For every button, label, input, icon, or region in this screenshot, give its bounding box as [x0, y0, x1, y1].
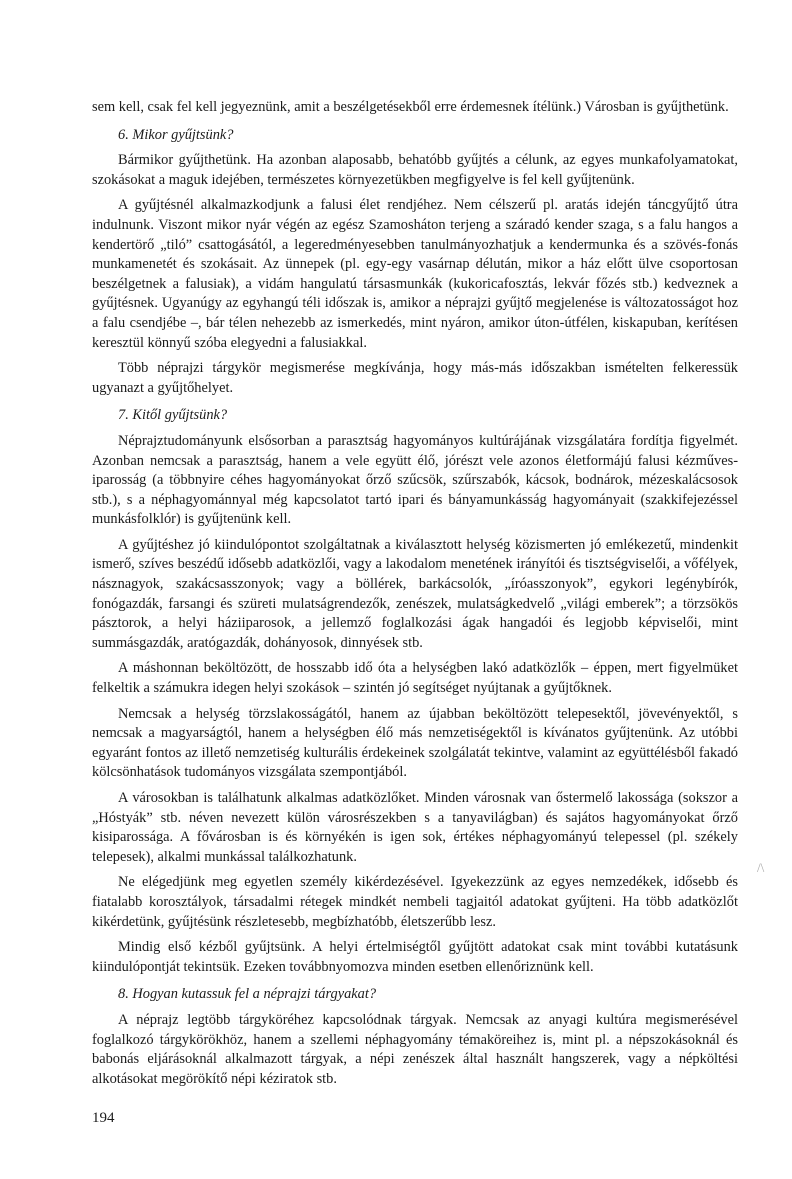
section-heading-8: 8. Hogyan kutassuk fel a néprajzi tárgyakat?: [118, 986, 377, 1003]
paragraph: A gyűjtéshez jó kiindulópontot szolgáltatnak a kiválasztott helység közismerten jó emlékezetű, mindenkit ismerő, szíves beszédű idősebb adatközlői, vagy a lakodalom menetének irányítói és tisztségviselői, a vőfélyek, násznagyok, szakácsasszonyok; vagy a böllérek, barkácsolók, „íróasszonyok”, egykori legénybírók, fonógazdák, farsangi és szüreti mulatságrendezők, zenészek, mulatságkedvelő „világi emberek”; a törzsökös pásztorok, a helyi háziiparosok, a jellemző foglalkozási ágak hangadói és legjobb képviselői, mint summásgazdák, aratógazdák, dohányosok, dinnyések stb.: [92, 536, 738, 651]
paragraph: sem kell, csak fel kell jegyeznünk, amit a beszélgetésekből erre érdemesnek ítélünk.) Városban is gyűjthetünk.: [92, 99, 729, 115]
page-number: 194: [92, 1110, 115, 1126]
paragraph: A gyűjtésnél alkalmazkodjunk a falusi élet rendjéhez. Nem célszerű pl. aratás idején táncgyűjtő útra indulnunk. Viszont mikor nyár végén az egész Szamosháton terjeng a száradó kender szaga, s a falu hangos a kendertörő „tiló” csattogásától, a legeredményesebben tanulmányozhatjuk a kendermunka és a szövés-fonás munkamenetét és szokásait. Az ünnepek (pl. egy-egy vasárnap délután, mikor a ház előtt ülve csoportosan beszélgetnek a falusiak), a vidám hangulatú társasmunkák (kukoricafosztás, lekvár főzés stb.) kedveznek a gyűjtésnek. Ugyanúgy az egyhangú téli időszak is, amikor a néprajzi gyűjtő megjelenése is változatosságot hoz a falu csendjébe –, bár télen nehezebb az ismerkedés, mint nyáron, amikor úton-útfélen, kiskapuban, kerítésen keresztül könnyű szóba elegyedni a falusiakkal.: [92, 197, 738, 351]
paragraph: Néprajztudományunk elsősorban a parasztság hagyományos kultúrájának vizsgálatára fordítja figyelmét. Azonban nemcsak a parasztság, hanem a vele együtt élő, jórészt vele azonos életformájú falusi kézműves-iparosság (a többnyire céhes hagyományokat őrző szűcsök, szűrszabók, kácsok, bodnárok, mézeskalácsosok stb.), s a néphagyománnyal még kapcsolatot tartó ipari és bányamunkásság hagyományait (szakkifejezéssel munkásfolklór) is gyűjtenünk kell.: [92, 432, 738, 528]
paragraph: A városokban is találhatunk alkalmas adatközlőket. Minden városnak van őstermelő lakossága (sokszor a „Hóstyák” stb. néven nevezett külön városrészekben s a tanyavilágban) és sajátos hagyományokat őrző kisiparossága. A fővárosban is és környékén is igen sok, értékes néphagyományú telepessel (pl. székely telepesek), alkalmi munkással találkozhatunk.: [92, 790, 738, 865]
paragraph: Több néprajzi tárgykör megismerése megkívánja, hogy más-más időszakban ismételten felkeressük ugyanazt a gyűjtőhelyet.: [92, 360, 738, 396]
body-text: [92, 98, 738, 1089]
margin-pencil-mark: /\: [757, 860, 765, 875]
paragraph: Mindig első kézből gyűjtsünk. A helyi értelmiségtől gyűjtött adatokat csak mint további kutatásunk kiindulópontját tekintsük. Ezeken továbbnyomozva minden esetben ellenőriznünk kell.: [92, 939, 738, 975]
paragraph: Nemcsak a helység törzslakosságától, hanem az újabban beköltözött telepesektől, jövevényektől, s nemcsak a magyarságtól, hanem a helységben élő más nemzetiségektől is kívánatos gyűjtenünk. Az utóbbi egyaránt fontos az illető nemzetiség kulturális érdekeinek szolgálatát tekintve, valamint az együttélésből fakadó kölcsönhatások tudományos vizsgálata szempontjából.: [92, 705, 738, 781]
section-heading-6: 6. Mikor gyűjtsünk?: [118, 126, 234, 143]
section-heading-7: 7. Kitől gyűjtsünk?: [118, 407, 228, 424]
paragraph: Ne elégedjünk meg egyetlen személy kikérdezésével. Igyekezzünk az egyes nemzedékek, idősebb és fiatalabb korosztályok, társadalmi rétegek mindkét nembeli tagjaitól adatokat gyűjteni. Ha több adatközlőt kikérdetünk, gyűjtésünk részletesebb, megbízhatóbb, életszerűbb lesz.: [92, 874, 738, 930]
paragraph: A máshonnan beköltözött, de hosszabb idő óta a helységben lakó adatközlők – éppen, mert figyelmüket felkeltik a számukra idegen helyi szokások – szintén jó segítséget nyújtanak a gyűjtőknek.: [92, 660, 738, 697]
paragraph: Bármikor gyűjthetünk. Ha azonban alaposabb, behatóbb gyűjtés a célunk, az egyes munkafolyamatokat, szokásokat a maguk idejében, természetes környezetükben megfigyelve is fel kell gyűjtenünk.: [92, 152, 738, 188]
paragraph: A néprajz legtöbb tárgyköréhez kapcsolódnak tárgyak. Nemcsak az anyagi kultúra megismerésével foglalkozó tárgykörökhöz, hanem a szellemi néphagyomány témaköreihez is, mint pl. a népszokásoknál és babonás eljárásoknál alkalmazott tárgyak, a népi zenészek által használt hangszerek, vagy a népköltési alkotásokat megörökítő népi kéziratok stb.: [92, 1011, 738, 1087]
